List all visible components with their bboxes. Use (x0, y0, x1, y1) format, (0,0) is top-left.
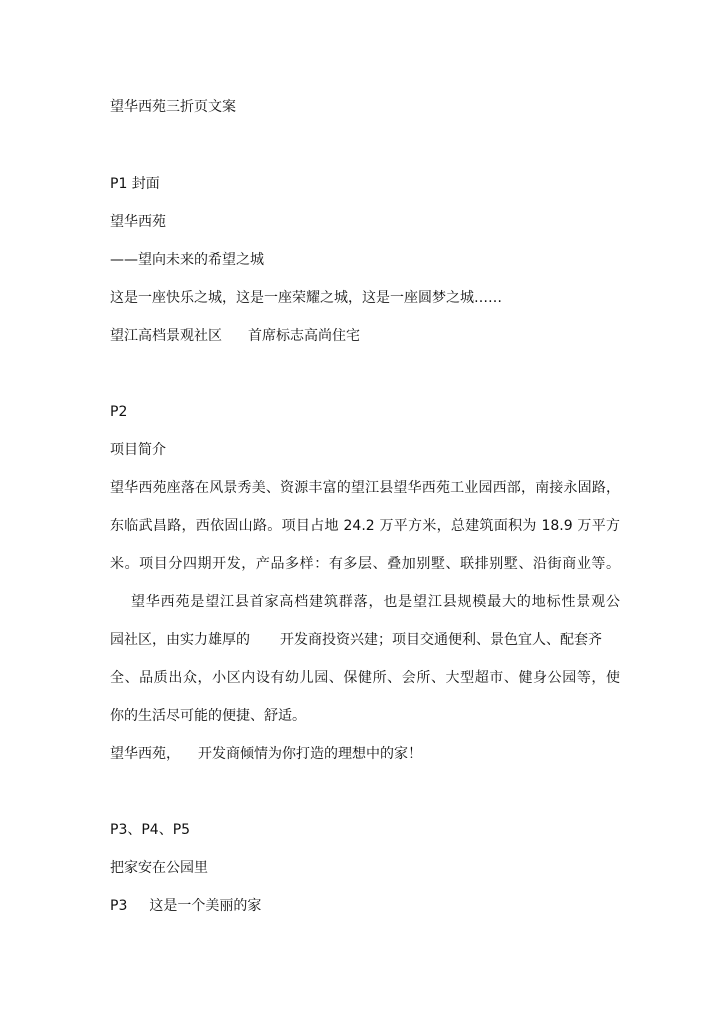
p2-para1-line1: 望华西苑座落在风景秀美、资源丰富的望江县望华西苑工业园西部，南接永固路， (110, 480, 620, 496)
p2-para2-line4: 你的生活尽可能的便捷、舒适。 (110, 708, 306, 724)
para2-line2-a: 园社区，由实力雄厚的 (110, 632, 250, 648)
p3-subheading: 把家安在公园里 (110, 860, 208, 876)
p2-para1-line3: 米。项目分四期开发，产品多样：有多层、叠加别墅、联排别墅、沿街商业等。 (110, 556, 620, 572)
p1-tagline: 这是一座快乐之城，这是一座荣耀之城，这是一座圆梦之城…… (110, 290, 502, 306)
p2-subheading: 项目简介 (110, 442, 166, 458)
closing-a: 望华西苑， (110, 746, 180, 762)
p1-heading: P1 封面 (110, 176, 160, 192)
p2-closing (110, 744, 422, 764)
closing-b: 开发商倾情为你打造的理想中的家！ (198, 746, 422, 762)
para2-line2-b: 开发商投资兴建；项目交通便利、景色宜人、配套齐 (280, 632, 602, 648)
p1-slogan: ——望向未来的希望之城 (110, 252, 264, 268)
positioning-b: 首席标志高尚住宅 (248, 328, 360, 344)
p3-label: P3 (110, 898, 128, 914)
p2-para2-line3: 全、品质出众，小区内设有幼儿园、保健所、会所、大型超市、健身公园等，使 (110, 670, 620, 686)
p3-caption-line (110, 896, 261, 916)
document-title: 望华西苑三折页文案 (110, 99, 236, 115)
p3-caption: 这是一个美丽的家 (149, 898, 262, 914)
positioning-a: 望江高档景观社区 (110, 328, 222, 344)
p2-para1-line2: 东临武昌路，西依固山路。项目占地 24.2 万平方米，总建筑面积为 18.9 万平方 (110, 518, 620, 534)
p2-para2-line2 (110, 630, 602, 650)
p2-heading: P2 (110, 404, 128, 420)
p1-positioning (110, 326, 360, 346)
p2-para2-line1: 望华西苑是望江县首家高档建筑群落，也是望江县规模最大的地标性景观公 (131, 594, 620, 610)
p3-heading: P3、P4、P5 (110, 822, 191, 838)
p1-name: 望华西苑 (110, 214, 166, 230)
